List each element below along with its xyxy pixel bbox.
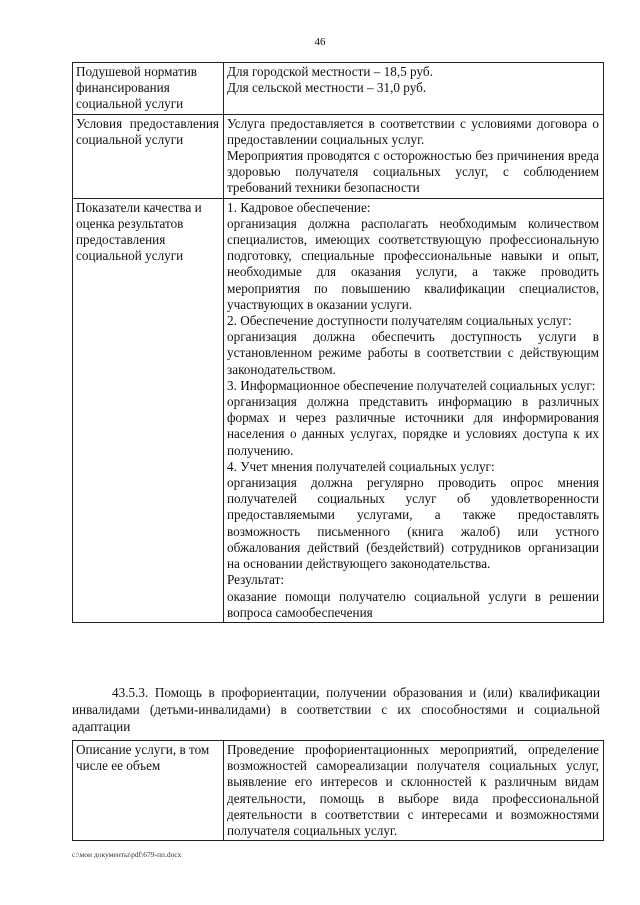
content-paragraph: Для городской местности – 18,5 руб. — [227, 64, 433, 79]
content-paragraph: Результат: — [227, 572, 285, 588]
table-row — [73, 63, 604, 115]
row-label: Показатели качества и оценка результатов предоставления социальной услуги — [73, 198, 224, 622]
services-table — [72, 62, 604, 623]
row-content — [224, 114, 604, 198]
row-label: Подушевой норматив финансирования социальной услуги — [73, 63, 224, 115]
table-row — [73, 114, 604, 198]
row-label: Условия предоставления социальной услуги — [73, 114, 224, 198]
content-paragraph: Для сельской местности – 31,0 руб. — [227, 80, 427, 96]
page-number: 46 — [314, 36, 326, 48]
content-paragraph: Проведение профориентационных мероприятий, определение возможностей самореализации получателя социальных услуг, выявление его интересов и склонностей к различным видам деятельности, помощь в выборе вида профессиональной деятельности в соответствии с интересами и возможностями получателя социальных услуг. — [227, 742, 599, 839]
row-content — [224, 741, 604, 841]
section-heading — [72, 684, 600, 735]
table-row — [73, 198, 604, 622]
content-paragraph: 3. Информационное обеспечение получателей социальных услуг: — [227, 377, 596, 393]
content-paragraph: организация должна регулярно проводить опрос мнения получателей социальных услуг об удовлетворенности предоставляемыми услугами, а также предоставлять возможность письменного (книга жалоб) или устного обжалования действий (бездействий) сотрудников организации на основании действующего законодательства. — [227, 475, 599, 572]
content-paragraph: Услуга предоставляется в соответствии с условиями договора о предоставлении социальных услуг. — [227, 115, 599, 147]
content-paragraph: организация должна располагать необходимым количеством специалистов, имеющих соответствующую профессиональную подготовку, специальные профессиональные навыки и опыт, необходимые для оказания услуги, а также проводить мероприятия по повышению квалификации специалистов, участвующих в оказании услуги. — [227, 215, 599, 312]
content-paragraph: 1. Кадровое обеспечение: — [227, 199, 371, 215]
section-heading-text: 43.5.3. Помощь в профориентации, получении образования и (или) квалификации инвалидами (детьми-инвалидами) в соответствии с их способностями и социальной адаптации — [72, 685, 600, 734]
content-paragraph: организация должна представить информацию в различных формах и через различные источники для информирования населения о данных услугах, порядке и условиях доступа к их получению. — [227, 394, 599, 458]
content-paragraph: оказание помощи получателю социальной услуги в решении вопроса самообеспечения — [227, 588, 599, 620]
content-paragraph: Мероприятия проводятся с осторожностью без причинения вреда здоровью получателя социальных услуг, с соблюдением требований техники безопасности — [227, 148, 599, 196]
content-paragraph: 4. Учет мнения получателей социальных услуг: — [227, 458, 495, 474]
table-row — [73, 741, 604, 841]
service-description-table — [72, 740, 604, 841]
content-paragraph: организация должна обеспечить доступность услуги в установленном режиме работы в соответствии с действующим законодательством. — [227, 329, 599, 377]
content-paragraph: 2. Обеспечение доступности получателям социальных услуг: — [227, 313, 572, 329]
row-content — [224, 198, 604, 622]
footer-file-path: c:\мои документы\pdf\679-пп.docx — [72, 850, 182, 859]
row-content — [224, 63, 604, 115]
row-label: Описание услуги, в том числе ее объем — [73, 741, 224, 841]
